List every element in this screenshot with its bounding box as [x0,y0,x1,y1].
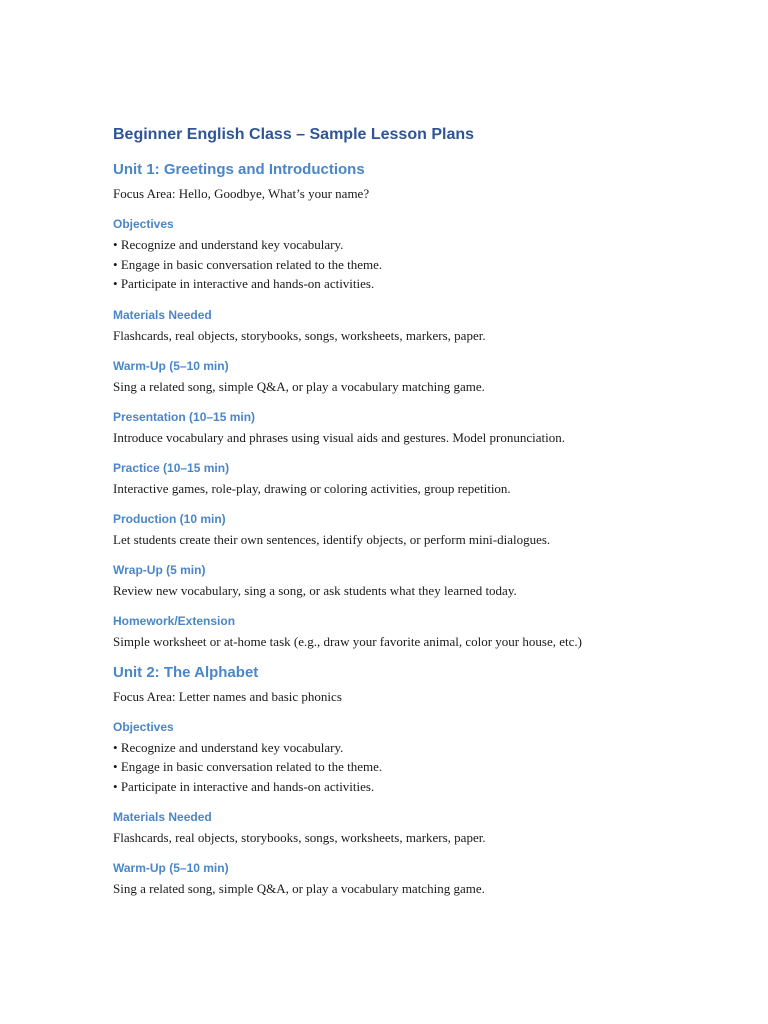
section-heading: Objectives [113,217,174,231]
section-body: Interactive games, role-play, drawing or coloring activities, group repetition. [113,480,511,496]
section-heading: Materials Needed [113,307,212,322]
objectives-section [113,215,713,294]
section-body: Let students create their own sentences, identify objects, or perform mini-dialogues. [113,531,551,547]
section-heading: Homework/Extension [113,613,236,628]
materials-section [113,808,713,847]
list-item: • Recognize and understand key vocabulary. [113,738,713,758]
unit-heading: Unit 1: Greetings and Introductions [113,161,365,178]
section-body: Sing a related song, simple Q&A, or play a vocabulary matching game. [113,881,485,896]
list-item: • Participate in interactive and hands-on activities. [113,274,713,294]
section-body: Flashcards, real objects, storybooks, songs, worksheets, markers, paper. [113,830,486,845]
section-heading: Warm-Up (5–10 min) [113,358,229,373]
practice-section [113,459,713,498]
production-section [113,510,713,549]
section-heading: Production (10 min) [113,511,226,526]
list-item: • Engage in basic conversation related to the theme. [113,255,713,275]
section-body: Introduce vocabulary and phrases using visual aids and gestures. Model pronunciation. [113,429,565,445]
section-heading: Practice (10–15 min) [113,460,230,475]
document-title: Beginner English Class – Sample Lesson Plans [113,126,475,143]
section-body: Review new vocabulary, sing a song, or ask students what they learned today. [113,582,517,598]
objectives-section [113,718,713,797]
objectives-list [113,738,713,797]
materials-section [113,306,713,345]
objectives-list [113,235,713,294]
warmup-section [113,859,713,898]
focus-area: Focus Area: Letter names and basic phonics [113,688,342,704]
list-item: • Engage in basic conversation related to the theme. [113,757,713,777]
presentation-section [113,408,713,447]
section-heading: Warm-Up (5–10 min) [113,861,229,875]
document-page [113,124,713,910]
unit-heading: Unit 2: The Alphabet [113,663,259,681]
section-heading: Objectives [113,719,174,734]
section-body: Simple worksheet or at-home task (e.g., draw your favorite animal, color your house, etc.) [113,633,582,649]
section-body: Flashcards, real objects, storybooks, songs, worksheets, markers, paper. [113,327,486,343]
unit-2 [113,663,713,899]
section-body: Sing a related song, simple Q&A, or play a vocabulary matching game. [113,378,485,394]
section-heading: Wrap-Up (5 min) [113,562,206,577]
unit-1 [113,160,713,651]
focus-area: Focus Area: Hello, Goodbye, What’s your name? [113,186,370,201]
section-heading: Presentation (10–15 min) [113,409,256,424]
wrapup-section [113,561,713,600]
warmup-section [113,357,713,396]
homework-section [113,612,713,651]
section-heading: Materials Needed [113,810,212,824]
list-item: • Recognize and understand key vocabulary. [113,235,713,255]
list-item: • Participate in interactive and hands-on activities. [113,777,713,797]
